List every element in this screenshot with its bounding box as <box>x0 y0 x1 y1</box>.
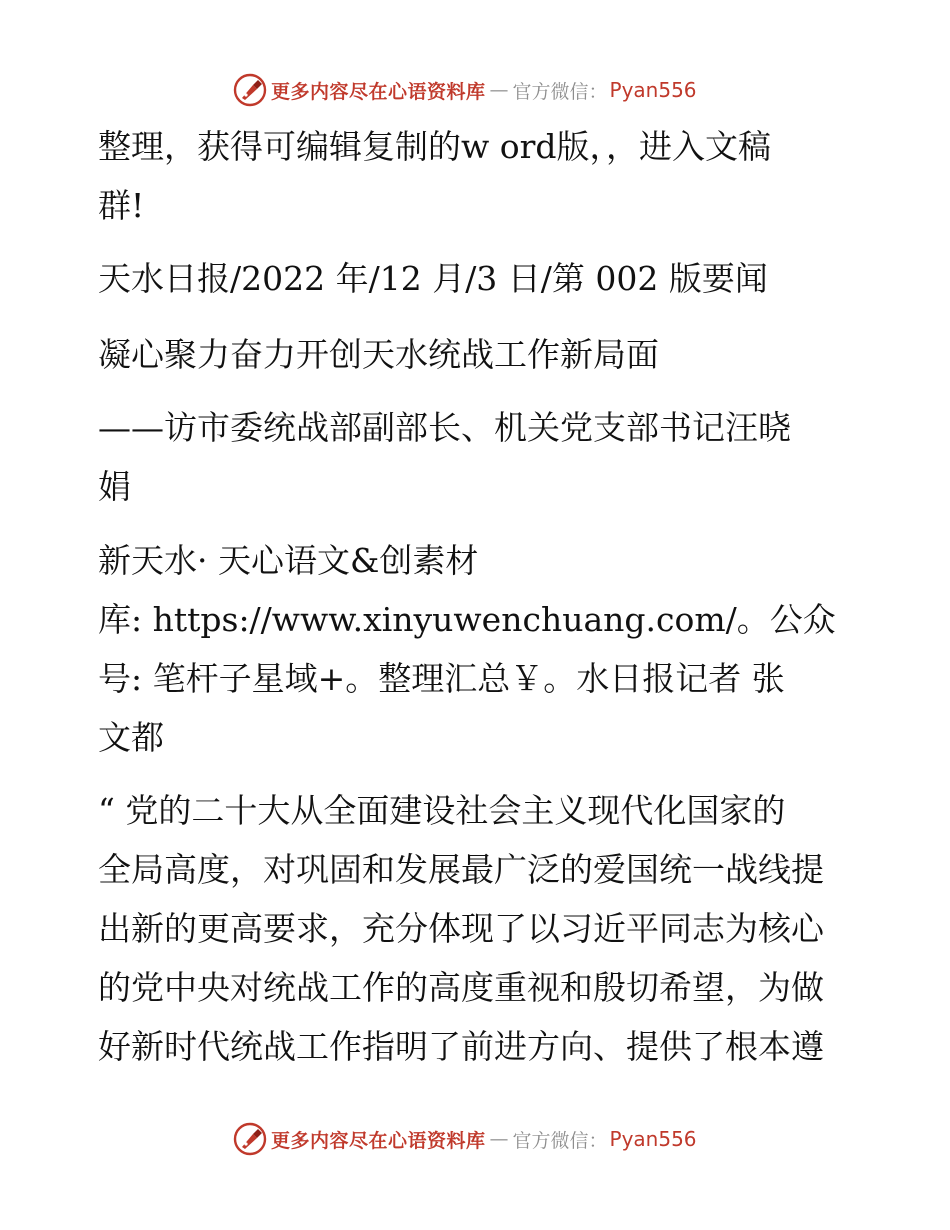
byline-line: 库: https://www.xinyuwenchuang.com/。公众 <box>98 600 836 639</box>
header-watermark <box>233 73 697 107</box>
body-line: 全局高度，对巩固和发展最广泛的爱国统一战线提 <box>98 850 824 889</box>
text-line: 天水日报/2022 年/12 月/3 日/第 002 版要闻 <box>98 259 768 298</box>
footer-watermark <box>233 1122 697 1156</box>
byline-line: 号: 笔杆子星域+。整理汇总￥。水日报记者 张 <box>98 659 785 698</box>
watermark-separator: — <box>489 1128 509 1150</box>
pen-nib-logo-icon <box>233 1122 267 1156</box>
article-title: 凝心聚力奋力开创天水统战工作新局面 <box>98 335 659 374</box>
byline-line: 新天水· 天心语文&创素材 <box>98 541 479 580</box>
body-line: “ 党的二十大从全面建设社会主义现代化国家的 <box>98 791 786 830</box>
pen-nib-logo-icon <box>233 73 267 107</box>
wechat-id: Pyan556 <box>609 78 697 102</box>
wechat-id: Pyan556 <box>609 1127 697 1151</box>
byline-line: 文都 <box>98 718 164 757</box>
body-line: 的党中央对统战工作的高度重视和殷切希望，为做 <box>98 968 824 1007</box>
watermark-text: 更多内容尽在心语资料库 <box>271 1129 486 1152</box>
wechat-label: 官方微信： <box>512 80 608 103</box>
article-subtitle: ——访市委统战部副部长、机关党支部书记汪晓 <box>98 408 791 447</box>
body-line: 好新时代统战工作指明了前进方向、提供了根本遵 <box>98 1027 824 1066</box>
wechat-label: 官方微信： <box>512 1129 608 1152</box>
watermark-text: 更多内容尽在心语资料库 <box>271 80 486 103</box>
watermark-separator: — <box>489 79 509 101</box>
text-line: 娟 <box>98 467 131 506</box>
body-line: 出新的更高要求，充分体现了以习近平同志为核心 <box>98 909 824 948</box>
text-line: 整理，获得可编辑复制的w ord版，，进入文稿 <box>98 127 772 166</box>
text-line: 群! <box>98 186 145 225</box>
